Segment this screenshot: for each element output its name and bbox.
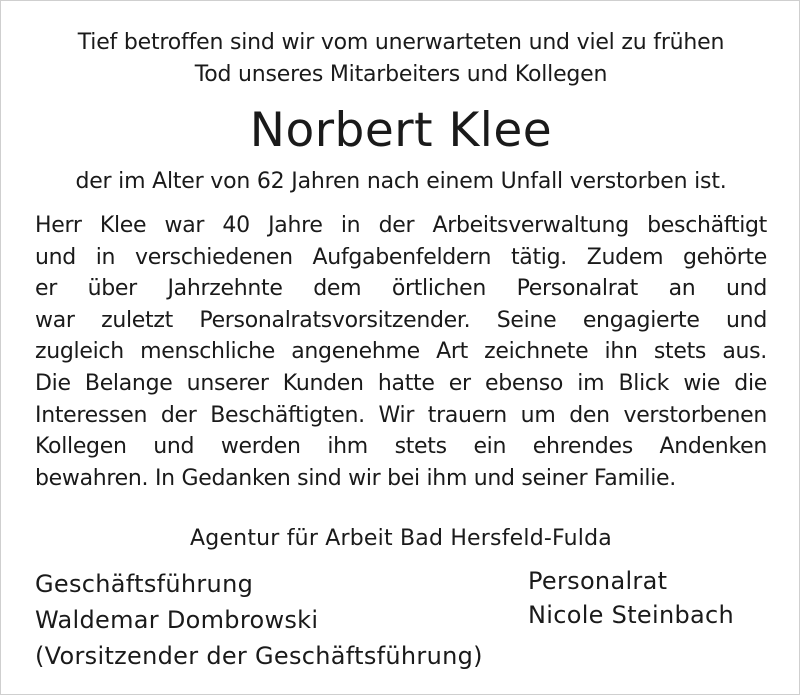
signatory-role: Personalrat	[528, 567, 668, 595]
body-line: er über Jahrzehnte dem örtlichen Personalrat an und	[35, 276, 767, 302]
intro-line-1: Tief betroffen sind wir vom unerwarteten und viel zu frühen	[77, 30, 725, 55]
signatory-management	[35, 566, 483, 674]
signatory-note: (Vorsitzender der Geschäftsführung)	[35, 642, 483, 670]
agency-name: Agentur für Arbeit Bad Hersfeld-Fulda	[190, 526, 612, 551]
body-paragraph	[35, 210, 767, 494]
signatory-role: Geschäftsführung	[35, 570, 254, 598]
body-line: Interessen der Beschäftigten. Wir trauern um den verstorbenen	[35, 402, 767, 428]
body-line: Die Belange unserer Kunden hatte er ebenso im Blick wie die	[35, 370, 767, 396]
deceased-name: Norbert Klee	[249, 103, 553, 158]
body-line: Kollegen und werden ihm stets ein ehrendes Andenken	[35, 434, 767, 460]
signatory-staff-council	[528, 564, 734, 632]
intro-text	[1, 27, 800, 91]
signatory-name: Waldemar Dombrowski	[35, 606, 319, 634]
body-line: zugleich menschliche angenehme Art zeichnete ihn stets aus.	[35, 339, 767, 365]
body-line: war zuletzt Personalratsvorsitzender. Seine engagierte und	[35, 307, 767, 333]
body-line: Herr Klee war 40 Jahre in der Arbeitsverwaltung beschäftigt	[35, 213, 767, 238]
death-line: der im Alter von 62 Jahren nach einem Unfall verstorben ist.	[75, 169, 727, 194]
body-line: und in verschiedenen Aufgabenfeldern tätig. Zudem gehörte	[35, 244, 767, 270]
intro-line-2: Tod unseres Mitarbeiters und Kollegen	[194, 62, 608, 87]
body-line: bewahren. In Gedanken sind wir bei ihm und seiner Familie.	[35, 465, 676, 491]
signatory-name: Nicole Steinbach	[528, 601, 734, 629]
